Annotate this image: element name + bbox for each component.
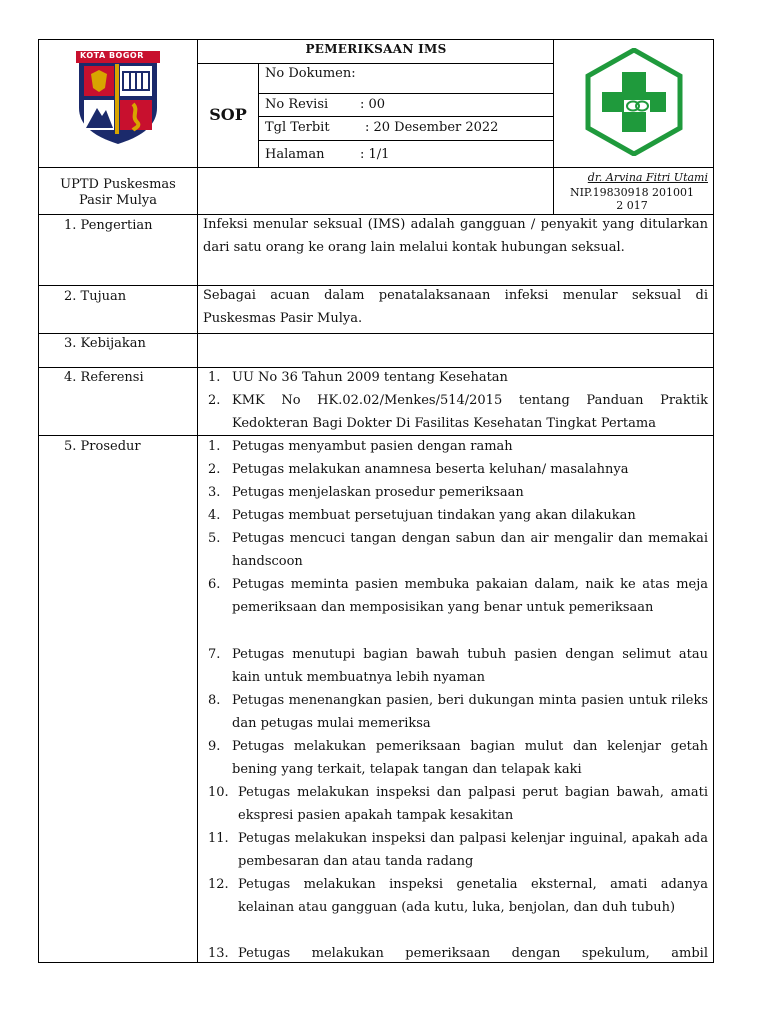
list-number: 1. [208,370,221,385]
org-name-line2: Pasir Mulya [78,193,158,208]
list-number: 12. [208,877,229,892]
section-label-pengertian: 1. Pengertian [64,218,153,233]
list-text: UU No 36 Tahun 2009 tentang Kesehatan [232,370,508,385]
list-number: 11. [208,831,229,846]
no-revisi-label: No Revisi [265,97,329,112]
list-text: Petugas melakukan pemeriksaan dengan spekulum, ambil [238,946,708,961]
puskesmas-logo [584,48,684,156]
section-label-prosedur: 5. Prosedur [64,439,141,454]
list-text: Petugas melakukan pemeriksaan bagian mulut dan kelenjar getah bening yang terkait, telapak tangan dan telapak kaki [232,739,708,777]
section-label-tujuan: 2. Tujuan [64,289,127,304]
list-number: 9. [208,739,221,754]
list-number: 2. [208,462,221,477]
halaman-value: : 1/1 [360,147,390,162]
halaman-label: Halaman [265,147,325,162]
document-title: PEMERIKSAAN IMS [305,42,447,56]
logo-label: KOTA BOGOR [80,51,144,60]
signer-name: dr. Arvina Fitri Utami [587,171,708,184]
org-name-line1: UPTD Puskesmas [60,177,176,192]
list-number: 3. [208,485,221,500]
list-text: Petugas melakukan inspeksi genetalia eksternal, amati adanya kelainan atau gangguan (ada kutu, luka, benjolan, dan duh tubuh) [238,877,708,915]
tgl-terbit-value: : 20 Desember 2022 [365,120,499,135]
list-text: Petugas melakukan inspeksi dan palpasi kelenjar inguinal, apakah ada pembesaran dan atau tanda radang [238,831,708,869]
list-text: Petugas melakukan inspeksi dan palpasi perut bagian bawah, amati ekspresi pasien apakah tampak kesakitan [238,785,708,823]
kota-bogor-logo [75,50,161,145]
list-number: 5. [208,531,221,546]
list-number: 4. [208,508,221,523]
list-number: 8. [208,693,221,708]
list-text: Petugas melakukan anamnesa beserta keluhan/ masalahnya [232,462,629,477]
list-text: KMK No HK.02.02/Menkes/514/2015 tentang Panduan Praktik Kedokteran Bagi Dokter Di Fasilitas Kesehatan Tingkat Pertama [232,393,708,431]
pengertian-text: Infeksi menular seksual (IMS) adalah gangguan / penyakit yang ditularkan dari satu orang ke orang lain melalui kontak hubungan seksual. [203,217,708,255]
kota-bogor-crest-icon [75,50,161,145]
list-item [208,366,708,389]
no-dokumen-label: No Dokumen: [265,66,356,81]
list-text: Petugas menutupi bagian bawah tubuh pasien dengan selimut atau kain untuk membuatnya lebih nyaman [232,647,708,685]
list-text: Petugas menjelaskan prosedur pemeriksaan [232,485,524,500]
list-number: 7. [208,647,221,662]
section-label-kebijakan: 3. Kebijakan [64,336,146,351]
list-number: 2. [208,393,221,408]
tgl-terbit-label: Tgl Terbit [265,120,330,135]
list-text: Petugas menyambut pasien dengan ramah [232,439,513,454]
list-number: 10. [208,785,229,800]
signer-nip-line2: 2 017 [616,199,648,212]
list-number: 1. [208,439,221,454]
list-text: Petugas menenangkan pasien, beri dukungan minta pasien untuk rileks dan petugas mulai memeriksa [232,693,708,731]
list-number: 6. [208,577,221,592]
list-text: Petugas mencuci tangan dengan sabun dan air mengalir dan memakai handscoon [232,531,708,569]
list-text: Petugas meminta pasien membuka pakaian dalam, naik ke atas meja pemeriksaan dan memposisikan yang benar untuk pemeriksaan [232,577,708,615]
sop-label: SOP [209,105,247,124]
puskesmas-cross-icon [584,48,684,156]
list-item [208,389,708,435]
no-revisi-value: : 00 [360,97,386,112]
signer-nip-line1: NIP.19830918 201001 [569,186,695,199]
section-label-referensi: 4. Referensi [64,370,144,385]
list-number: 13. [208,946,229,961]
tujuan-text: Sebagai acuan dalam penatalaksanaan infeksi menular seksual di Puskesmas Pasir Mulya. [203,288,708,326]
list-text: Petugas membuat persetujuan tindakan yang akan dilakukan [232,508,636,523]
